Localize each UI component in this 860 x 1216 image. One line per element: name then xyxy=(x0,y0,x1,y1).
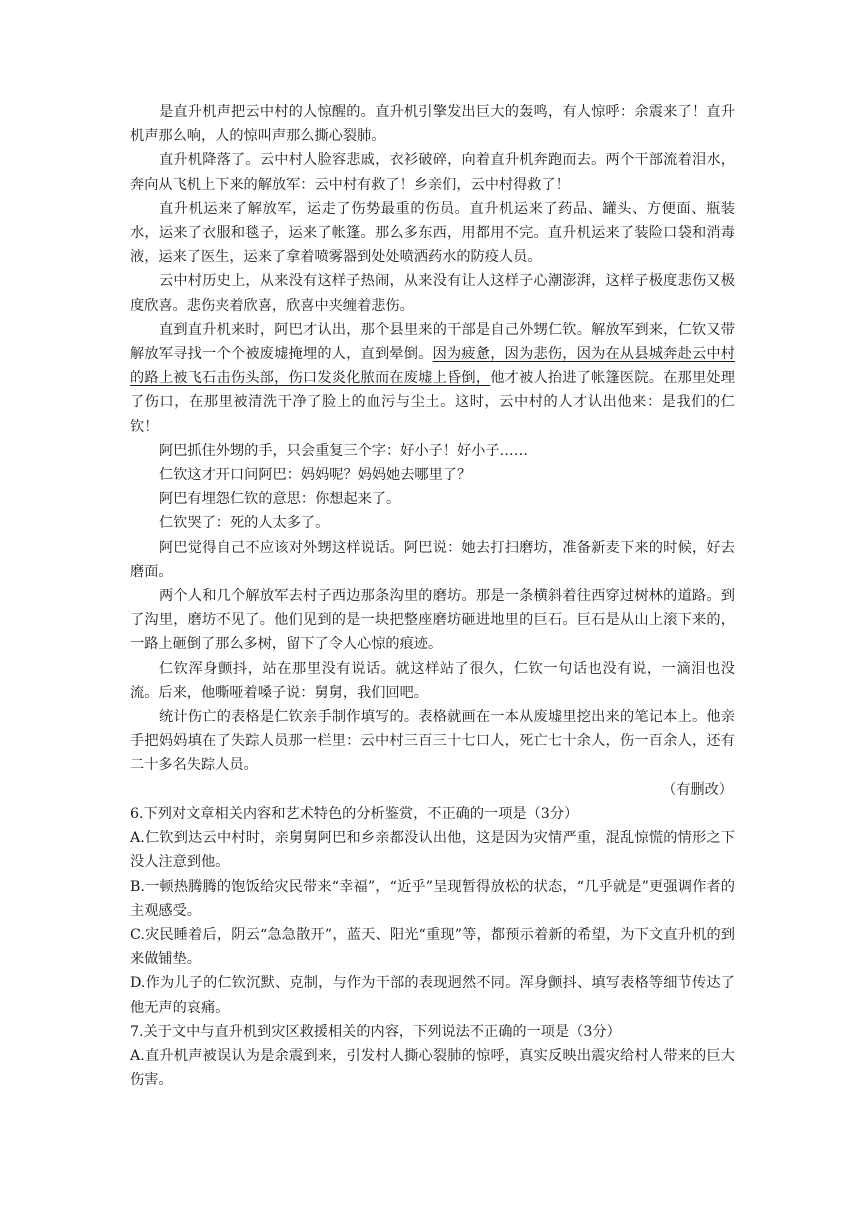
question-7-option-a: A.直升机声被误认为是余震到来，引发村人撕心裂肺的惊呼，真实反映出震灾给村人带来的巨大伤害。 xyxy=(130,1047,735,1089)
story-paragraph-4: 云中村历史上，从来没有这样子热闹，从来没有让人这样子心潮澎湃，这样子极度悲伤又极度欣喜。悲伤夹着欣喜，欣喜中夹缠着悲伤。 xyxy=(130,273,735,314)
story-paragraph-1: 是直升机声把云中村的人惊醒的。直升机引擎发出巨大的轰鸣，有人惊呼：余震来了！直升机声那么响，人的惊叫声那么撕心裂肺。 xyxy=(130,104,735,145)
question-6-option-d: D.作为儿子的仁钦沉默、克制，与作为干部的表现迥然不同。浑身颤抖、填写表格等细节传达了他无声的哀痛。 xyxy=(130,975,735,1016)
story-paragraph-9: 仁钦哭了：死的人太多了。 xyxy=(159,515,330,532)
paragraph-5-text-before: 直到直升机来时，阿巴才认出，那个县里来的干部是自己外甥仁钦。解放军到来，仁钦又带解放军寻找一个个被废墟掩埋的人，直到晕倒。 xyxy=(130,321,735,363)
story-paragraph-11: 两个人和几个解放军去村子西边那条沟里的磨坊。那是一条横斜着往西穿过树林的道路。到了沟里，磨坊不见了。他们见到的是一块把整座磨坊砸进地里的巨石。巨石是从山上滚下来的，一路上砸倒了那么多树，留下了令人心惊的痕迹。 xyxy=(130,588,735,653)
story-paragraph-10: 阿巴觉得自己不应该对外甥这样说话。阿巴说：她去打扫磨坊，准备新麦下来的时候，好去磨面。 xyxy=(130,539,735,580)
story-paragraph-3: 直升机运来了解放军，运走了伤势最重的伤员。直升机运来了药品、罐头、方便面、瓶装水，运来了衣服和毯子，运来了帐篷。那么多东西，用都用不完。直升机运来了装险口袋和消毒液，运来了医生，运来了拿着喷雾器到处处喷洒药水的防疫人员。 xyxy=(130,200,735,266)
underlined-sentence: 因为疲惫，因为悲伤，因为在从县城奔赴云中村的路上被飞石击伤头部，伤口发炎化脓而在废墟上昏倒， xyxy=(130,346,735,387)
story-paragraph-7: 仁钦这才开口问阿巴：妈妈呢？妈妈她去哪里了？ xyxy=(159,467,472,484)
story-paragraph-6: 阿巴抓住外甥的手，只会重复三个字：好小子！好小子…… xyxy=(159,442,528,459)
question-6-option-a: A.仁钦到达云中村时，亲舅舅阿巴和乡亲都没认出他，这是因为灾情严重，混乱惊慌的情形之下没人注意到他。 xyxy=(130,830,735,871)
question-6-option-c: C.灾民睡着后，阴云“急急散开”，蓝天、阳光“重现”等，都预示着新的希望，为下文直升机的到来做铺垫。 xyxy=(130,926,735,968)
story-paragraph-13: 统计伤亡的表格是仁钦亲手制作填写的。表格就画在一本从废墟里挖出来的笔记本上。他亲手把妈妈填在了失踪人员那一栏里：云中村三百三十七口人，死亡七十余人，伤一百余人，还有二十多名失踪人员。 xyxy=(130,709,735,774)
paragraph-5-text-after: 他才被人抬进了帐篷医院。在那里处理了伤口，在那里被清洗干净了脸上的血污与尘土。这时，云中村的人才认出他来：是我们的仁钦！ xyxy=(130,370,735,435)
document-body xyxy=(130,100,735,1092)
story-paragraph-12: 仁钦浑身颤抖，站在那里没有说话。就这样站了很久，仁钦一句话也没有说，一滴泪也没流。后来，他嘶哑着嗓子说：舅舅，我们回吧。 xyxy=(130,660,735,701)
question-6-option-b: B.一顿热腾腾的饱饭给灾民带来“幸福”，“近乎”呈现暂得放松的状态，“几乎就是”更强调作者的主观感受。 xyxy=(130,878,735,919)
story-paragraph-8: 阿巴有埋怨仁钦的意思：你想起来了。 xyxy=(159,491,401,508)
revision-note: （有删改） xyxy=(662,781,733,798)
story-paragraph-2: 直升机降落了。云中村人脸容悲戚，衣衫破碎，向着直升机奔跑而去。两个干部流着泪水，奔向从飞机上下来的解放军：云中村有救了！乡亲们，云中村得救了！ xyxy=(130,152,735,193)
question-6-stem: 6.下列对文章相关内容和艺术特色的分析鉴赏，不正确的一项是（3分） xyxy=(130,805,579,822)
story-paragraph-5 xyxy=(130,318,735,439)
question-7-stem: 7.关于文中与直升机到灾区救援相关的内容，下列说法不正确的一项是（3分） xyxy=(130,1023,621,1040)
